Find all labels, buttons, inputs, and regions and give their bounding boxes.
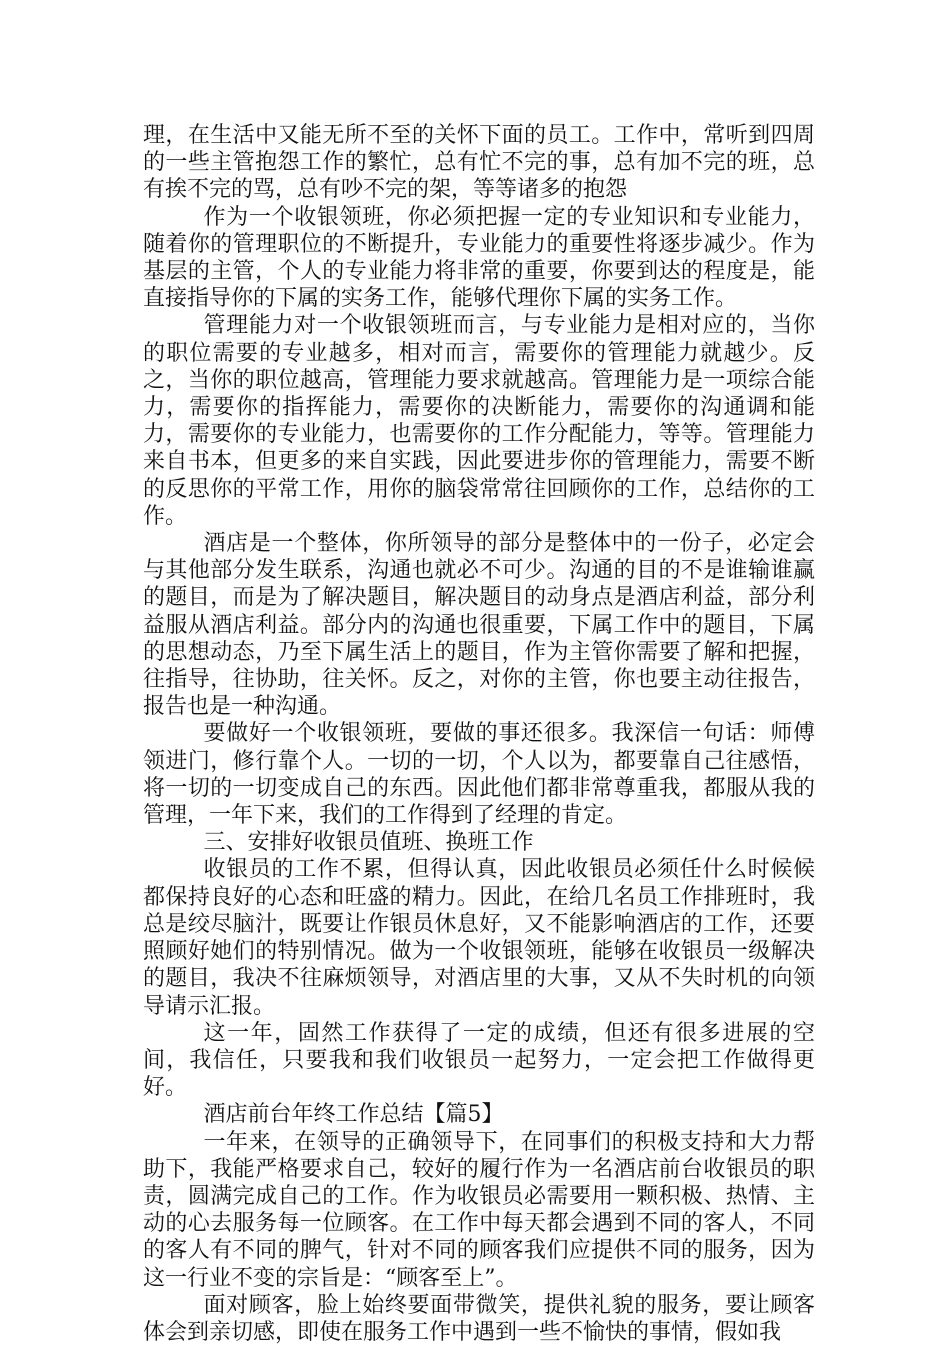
paragraph-cashier-shifts: 收银员的工作不累，但得认真，因此收银员必须任什么时候候都保持良好的心态和旺盛的精力。因此，在给几名员工作排班时，我总是绞尽脑汁，既要让作银员休息好，又不能影响酒店的工作，还要照顾好她们的特别情况。做为一个收银领班，能够在收银员一级解决的题目，我决不往麻烦领导，对酒店里的大事，又从不失时机的向领导请示汇报。 — [143, 857, 815, 1019]
paragraph-professional-ability: 作为一个收银领班，你必须把握一定的专业知识和专业能力，随着你的管理职位的不断提升，专业能力的重要性将逐步减少。作为基层的主管，个人的专业能力将非常的重要，你要到达的程度是，能直接指导你的下属的实务工作，能够代理你下属的实务工作。 — [143, 204, 815, 312]
paragraph-facing-customers: 面对顾客，脸上始终要面带微笑，提供礼貌的服务，要让顾客体会到亲切感，即使在服务工作中遇到一些不愉快的事情，假如我 — [143, 1292, 815, 1345]
document-body — [143, 122, 815, 1346]
section-heading-part-5: 酒店前台年终工作总结【篇5】 — [203, 1102, 504, 1128]
paragraph-continuation: 理，在生活中又能无所不至的关怀下面的员工。工作中，常听到四周的一些主管抱怨工作的繁忙，总有忙不完的事，总有加不完的班，总有挨不完的骂，总有吵不完的架，等等诸多的抱怨 — [143, 123, 815, 203]
paragraph-year-review: 一年来，在领导的正确领导下，在同事们的积极支持和大力帮助下，我能严格要求自己，较好的履行作为一名酒店前台收银员的职责，圆满完成自己的工作。作为收银员必需要用一颗积极、热情、主动的心去服务每一位顾客。在工作中每天都会遇到不同的客人，不同的客人有不同的脾气，针对不同的顾客我们应提供不同的服务，因为这一行业不变的宗旨是：“顾客至上”。 — [143, 1129, 815, 1291]
paragraph-doing-well: 要做好一个收银领班，要做的事还很多。我深信一句话：师傅领进门，修行靠个人。一切的一切，个人以为，都要靠自己往感悟，将一切的一切变成自己的东西。因此他们都非常尊重我，都服从我的管理，一年下来，我们的工作得到了经理的肯定。 — [143, 721, 815, 829]
paragraph-communication: 酒店是一个整体，你所领导的部分是整体中的一份子，必定会与其他部分发生联系，沟通也就必不可少。沟通的目的不是谁输谁赢的题目，而是为了解决题目，解决题目的动身点是酒店利益，部分利益服从酒店利益。部分内的沟通也很重要，下属工作中的题目，下属的思想动态，乃至下属生活上的题目，作为主管你需要了解和把握，往指导，往协助，往关怀。反之，对你的主管，你也要主动往报告，报告也是一种沟通。 — [143, 531, 815, 720]
paragraph-year-summary: 这一年，固然工作获得了一定的成绩，但还有很多进展的空间，我信任，只要我和我们收银员一起努力，一定会把工作做得更好。 — [143, 1020, 815, 1101]
paragraph-management-ability: 管理能力对一个收银领班而言，与专业能力是相对应的，当你的职位需要的专业越多，相对而言，需要你的管理能力就越少。反之，当你的职位越高，管理能力要求就越高。管理能力是一项综合能力，需要你的指挥能力，需要你的决断能力，需要你的沟通调和能力，需要你的专业能力，也需要你的工作分配能力，等等。管理能力来自书本，但更多的来自实践，因此要进步你的管理能力，需要不断的反思你的平常工作，用你的脑袋常常往回顾你的工作，总结你的工作。 — [143, 313, 815, 529]
section-heading-shift-arrangement: 三、安排好收银员值班、换班工作 — [203, 830, 534, 856]
